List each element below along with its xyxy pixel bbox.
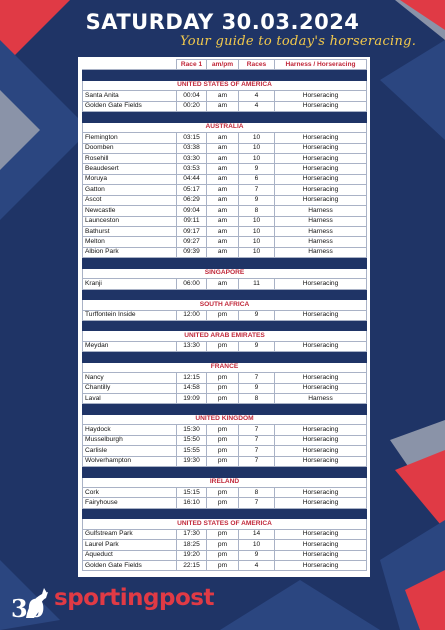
- race1-time-cell: 18:25: [177, 540, 207, 550]
- race-type-cell: Horseracing: [275, 550, 367, 560]
- races-count-cell: 9: [239, 310, 275, 320]
- country-heading-row: [83, 331, 367, 341]
- venue-cell: Golden Gate Fields: [83, 561, 177, 571]
- race1-time-cell: 03:30: [177, 153, 207, 163]
- venue-cell: Ascot: [83, 195, 177, 205]
- country-heading: FRANCE: [83, 362, 367, 372]
- races-count-cell: 10: [239, 237, 275, 247]
- country-heading: SINGAPORE: [83, 268, 367, 278]
- country-heading: AUSTRALIA: [83, 122, 367, 132]
- race-type-cell: Horseracing: [275, 279, 367, 289]
- race1-time-cell: 00:04: [177, 91, 207, 101]
- races-count-cell: 7: [239, 498, 275, 508]
- races-count-cell: 10: [239, 540, 275, 550]
- ampm-cell: am: [207, 195, 239, 205]
- race1-time-cell: 14:58: [177, 383, 207, 393]
- race-type-cell: Harness: [275, 394, 367, 404]
- venue-cell: Santa Anita: [83, 91, 177, 101]
- ampm-cell: pm: [207, 529, 239, 539]
- ampm-cell: pm: [207, 487, 239, 497]
- race1-time-cell: 03:38: [177, 143, 207, 153]
- race1-time-cell: 22:15: [177, 561, 207, 571]
- race-type-cell: Horseracing: [275, 540, 367, 550]
- ampm-cell: pm: [207, 383, 239, 393]
- ampm-cell: pm: [207, 446, 239, 456]
- races-count-cell: 4: [239, 91, 275, 101]
- race-type-cell: Horseracing: [275, 195, 367, 205]
- table-row: [83, 91, 367, 101]
- ampm-cell: am: [207, 101, 239, 111]
- races-count-cell: 11: [239, 279, 275, 289]
- table-row: [83, 341, 367, 351]
- country-heading: SOUTH AFRICA: [83, 300, 367, 310]
- venue-cell: Gatton: [83, 185, 177, 195]
- venue-cell: Cork: [83, 487, 177, 497]
- races-count-cell: 7: [239, 425, 275, 435]
- races-count-cell: 9: [239, 341, 275, 351]
- race-type-cell: Horseracing: [275, 164, 367, 174]
- table-row: [83, 206, 367, 216]
- race-type-cell: Horseracing: [275, 446, 367, 456]
- race-type-cell: Horseracing: [275, 456, 367, 466]
- race-type-cell: Horseracing: [275, 91, 367, 101]
- race1-time-cell: 05:17: [177, 185, 207, 195]
- col-header-ampm: am/pm: [207, 60, 239, 70]
- ampm-cell: pm: [207, 540, 239, 550]
- ampm-cell: pm: [207, 425, 239, 435]
- section-divider-cell: [83, 289, 367, 299]
- races-count-cell: 10: [239, 247, 275, 257]
- venue-cell: Gulfstream Park: [83, 529, 177, 539]
- races-count-cell: 9: [239, 383, 275, 393]
- race1-time-cell: 09:39: [177, 247, 207, 257]
- section-divider-cell: [83, 404, 367, 414]
- race-type-cell: Harness: [275, 247, 367, 257]
- venue-cell: Beaudesert: [83, 164, 177, 174]
- races-count-cell: 8: [239, 487, 275, 497]
- races-count-cell: 10: [239, 227, 275, 237]
- ampm-cell: pm: [207, 310, 239, 320]
- races-count-cell: 6: [239, 174, 275, 184]
- ampm-cell: am: [207, 279, 239, 289]
- table-row: [83, 174, 367, 184]
- race1-time-cell: 09:17: [177, 227, 207, 237]
- races-count-cell: 4: [239, 561, 275, 571]
- ampm-cell: pm: [207, 550, 239, 560]
- sportingpost-logo-text: sportingpost: [54, 585, 214, 611]
- race-type-cell: Horseracing: [275, 383, 367, 393]
- venue-cell: Albion Park: [83, 247, 177, 257]
- race1-time-cell: 19:30: [177, 456, 207, 466]
- race-type-cell: Horseracing: [275, 561, 367, 571]
- venue-cell: Carlisle: [83, 446, 177, 456]
- races-count-cell: 7: [239, 456, 275, 466]
- race-schedule-sheet: [78, 57, 370, 577]
- section-divider: [83, 70, 367, 80]
- ampm-cell: pm: [207, 561, 239, 571]
- section-divider-cell: [83, 258, 367, 268]
- table-row: [83, 561, 367, 571]
- race1-time-cell: 17:30: [177, 529, 207, 539]
- table-row: [83, 487, 367, 497]
- table-row: [83, 425, 367, 435]
- ampm-cell: am: [207, 247, 239, 257]
- race-type-cell: Harness: [275, 216, 367, 226]
- venue-cell: Meydan: [83, 341, 177, 351]
- race1-time-cell: 13:30: [177, 341, 207, 351]
- table-row: [83, 279, 367, 289]
- ampm-cell: pm: [207, 394, 239, 404]
- race1-time-cell: 19:20: [177, 550, 207, 560]
- ampm-cell: am: [207, 143, 239, 153]
- section-divider: [83, 352, 367, 362]
- page-title: SATURDAY 30.03.2024: [85, 10, 360, 34]
- ampm-cell: am: [207, 206, 239, 216]
- ampm-cell: am: [207, 153, 239, 163]
- race1-time-cell: 19:09: [177, 394, 207, 404]
- country-heading: IRELAND: [83, 477, 367, 487]
- race1-time-cell: 04:44: [177, 174, 207, 184]
- table-row: [83, 446, 367, 456]
- race1-time-cell: 06:29: [177, 195, 207, 205]
- country-heading: UNITED ARAB EMIRATES: [83, 331, 367, 341]
- section-divider-cell: [83, 352, 367, 362]
- section-divider: [83, 467, 367, 477]
- race1-time-cell: 06:00: [177, 279, 207, 289]
- table-row: [83, 216, 367, 226]
- races-count-cell: 9: [239, 164, 275, 174]
- section-divider-cell: [83, 70, 367, 80]
- table-row: [83, 456, 367, 466]
- race1-time-cell: 15:50: [177, 435, 207, 445]
- races-count-cell: 8: [239, 394, 275, 404]
- venue-cell: Rosehill: [83, 153, 177, 163]
- col-header-type: Harness / Horseracing: [275, 60, 367, 70]
- table-row: [83, 394, 367, 404]
- races-count-cell: 4: [239, 101, 275, 111]
- ampm-cell: am: [207, 237, 239, 247]
- race1-time-cell: 03:15: [177, 133, 207, 143]
- venue-cell: Wolverhampton: [83, 456, 177, 466]
- race-type-cell: Horseracing: [275, 373, 367, 383]
- races-count-cell: 8: [239, 206, 275, 216]
- venue-cell: Haydock: [83, 425, 177, 435]
- section-divider: [83, 508, 367, 518]
- table-row: [83, 373, 367, 383]
- race-type-cell: Horseracing: [275, 143, 367, 153]
- race-type-cell: Horseracing: [275, 101, 367, 111]
- venue-cell: Kranji: [83, 279, 177, 289]
- race1-time-cell: 09:04: [177, 206, 207, 216]
- country-heading-row: [83, 80, 367, 90]
- ampm-cell: pm: [207, 435, 239, 445]
- race1-time-cell: 12:15: [177, 373, 207, 383]
- race-type-cell: Horseracing: [275, 341, 367, 351]
- races-count-cell: 10: [239, 153, 275, 163]
- race-type-cell: Harness: [275, 237, 367, 247]
- country-heading: UNITED STATES OF AMERICA: [83, 80, 367, 90]
- section-divider: [83, 289, 367, 299]
- race-type-cell: Horseracing: [275, 153, 367, 163]
- race1-time-cell: 03:53: [177, 164, 207, 174]
- race1-time-cell: 15:55: [177, 446, 207, 456]
- table-row: [83, 133, 367, 143]
- venue-cell: Moruya: [83, 174, 177, 184]
- races-count-cell: 7: [239, 435, 275, 445]
- race1-time-cell: 15:30: [177, 425, 207, 435]
- venue-cell: Laval: [83, 394, 177, 404]
- table-row: [83, 435, 367, 445]
- col-header-race1: Race 1: [177, 60, 207, 70]
- ampm-cell: am: [207, 164, 239, 174]
- venue-cell: Golden Gate Fields: [83, 101, 177, 111]
- races-count-cell: 10: [239, 143, 275, 153]
- venue-cell: Melton: [83, 237, 177, 247]
- races-count-cell: 9: [239, 550, 275, 560]
- ampm-cell: pm: [207, 456, 239, 466]
- race1-time-cell: 12:00: [177, 310, 207, 320]
- table-row: [83, 153, 367, 163]
- section-divider-cell: [83, 467, 367, 477]
- race-type-cell: Horseracing: [275, 310, 367, 320]
- venue-cell: Newcastle: [83, 206, 177, 216]
- table-row: [83, 185, 367, 195]
- country-heading-row: [83, 300, 367, 310]
- ampm-cell: am: [207, 91, 239, 101]
- section-divider-cell: [83, 112, 367, 122]
- table-row: [83, 237, 367, 247]
- venue-cell: Laurel Park: [83, 540, 177, 550]
- country-heading-row: [83, 122, 367, 132]
- country-heading-row: [83, 414, 367, 424]
- ampm-cell: pm: [207, 498, 239, 508]
- table-row: [83, 383, 367, 393]
- section-divider: [83, 404, 367, 414]
- venue-cell: Turffontein Inside: [83, 310, 177, 320]
- race1-time-cell: 00:20: [177, 101, 207, 111]
- ampm-cell: pm: [207, 373, 239, 383]
- table-row: [83, 310, 367, 320]
- venue-cell: Aqueduct: [83, 550, 177, 560]
- table-row: [83, 529, 367, 539]
- col-header-races: Races: [239, 60, 275, 70]
- venue-cell: Fairyhouse: [83, 498, 177, 508]
- race-type-cell: Harness: [275, 206, 367, 216]
- country-heading-row: [83, 477, 367, 487]
- country-heading: UNITED KINGDOM: [83, 414, 367, 424]
- venue-cell: Flemington: [83, 133, 177, 143]
- race-type-cell: Horseracing: [275, 174, 367, 184]
- race-type-cell: Horseracing: [275, 529, 367, 539]
- table-row: [83, 540, 367, 550]
- ampm-cell: am: [207, 133, 239, 143]
- ampm-cell: am: [207, 174, 239, 184]
- race1-time-cell: 09:11: [177, 216, 207, 226]
- ampm-cell: am: [207, 185, 239, 195]
- race-schedule-table: [82, 59, 367, 571]
- table-row: [83, 247, 367, 257]
- race-type-cell: Horseracing: [275, 185, 367, 195]
- races-count-cell: 7: [239, 373, 275, 383]
- race-type-cell: Horseracing: [275, 133, 367, 143]
- races-count-cell: 14: [239, 529, 275, 539]
- race1-time-cell: 16:10: [177, 498, 207, 508]
- header-blank-cell: [83, 60, 177, 70]
- table-row: [83, 227, 367, 237]
- table-row: [83, 164, 367, 174]
- race-type-cell: Horseracing: [275, 435, 367, 445]
- races-count-cell: 9: [239, 195, 275, 205]
- page-subtitle: Your guide to today's horseracing.: [180, 34, 417, 49]
- venue-cell: Launceston: [83, 216, 177, 226]
- ampm-cell: am: [207, 216, 239, 226]
- races-count-cell: 10: [239, 216, 275, 226]
- ampm-cell: pm: [207, 341, 239, 351]
- race1-time-cell: 15:15: [177, 487, 207, 497]
- country-heading: UNITED STATES OF AMERICA: [83, 519, 367, 529]
- venue-cell: Chantilly: [83, 383, 177, 393]
- race1-time-cell: 09:27: [177, 237, 207, 247]
- races-count-cell: 7: [239, 185, 275, 195]
- table-row: [83, 101, 367, 111]
- venue-cell: Bathurst: [83, 227, 177, 237]
- race-type-cell: Harness: [275, 227, 367, 237]
- ampm-cell: am: [207, 227, 239, 237]
- race-type-cell: Horseracing: [275, 425, 367, 435]
- venue-cell: Nancy: [83, 373, 177, 383]
- logo-30-years: 30: [11, 594, 45, 623]
- table-header-row: [83, 60, 367, 70]
- race-type-cell: Horseracing: [275, 487, 367, 497]
- country-heading-row: [83, 362, 367, 372]
- table-row: [83, 195, 367, 205]
- country-heading-row: [83, 519, 367, 529]
- table-row: [83, 498, 367, 508]
- venue-cell: Doomben: [83, 143, 177, 153]
- section-divider-cell: [83, 508, 367, 518]
- race-type-cell: Horseracing: [275, 498, 367, 508]
- section-divider: [83, 112, 367, 122]
- table-row: [83, 143, 367, 153]
- races-count-cell: 10: [239, 133, 275, 143]
- section-divider: [83, 320, 367, 330]
- country-heading-row: [83, 268, 367, 278]
- races-count-cell: 7: [239, 446, 275, 456]
- section-divider-cell: [83, 320, 367, 330]
- section-divider: [83, 258, 367, 268]
- venue-cell: Musselburgh: [83, 435, 177, 445]
- table-row: [83, 550, 367, 560]
